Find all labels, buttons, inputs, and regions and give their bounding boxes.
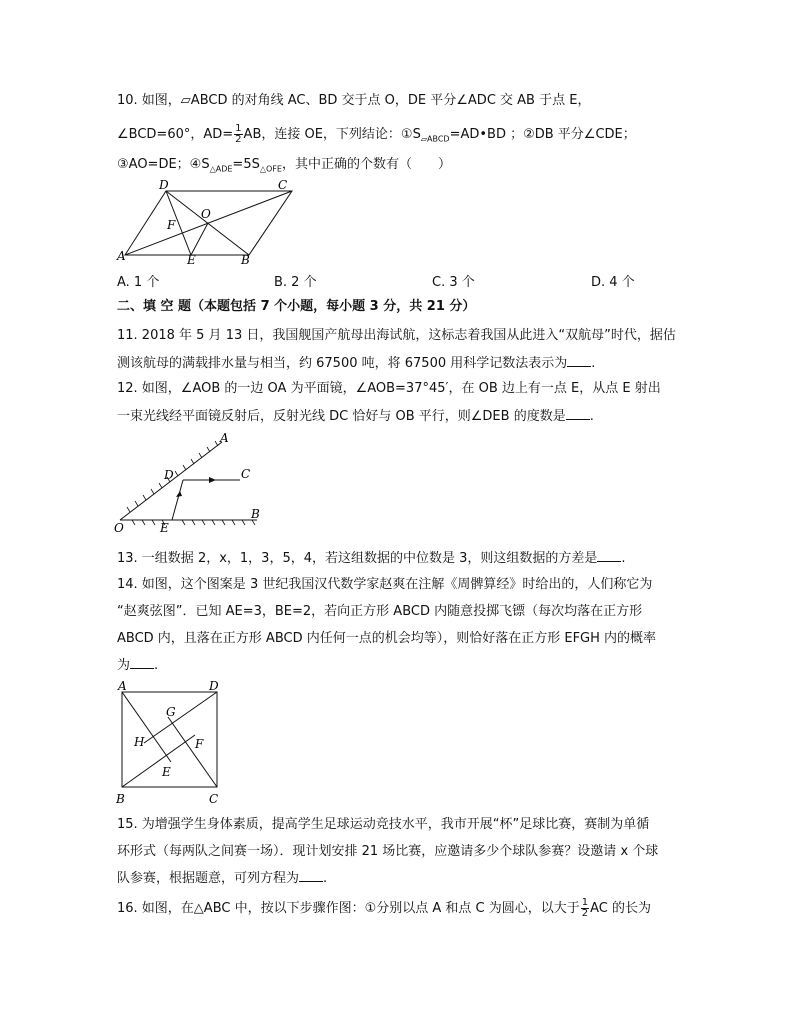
q14-label-d: D [209, 679, 219, 693]
q14-label-g: G [166, 705, 176, 719]
q10-line3-b: =5S [232, 157, 260, 172]
q15-answer-blank [299, 869, 323, 882]
q14-label-h: H [134, 735, 145, 749]
q10-label-d: D [159, 178, 169, 192]
q13-answer-blank [597, 549, 621, 562]
q12-label-d: D [164, 468, 174, 482]
q10-line2-c: =AD•BD ；②DB 平分∠CDE； [449, 127, 636, 142]
q12-line2-text: 一束光线经平面镜反射后，反射光线 DC 恰好与 OB 平行，则∠DEB 的度数是 [117, 409, 566, 424]
q16-frac-den: 2 [581, 908, 589, 919]
q16-fraction [581, 898, 589, 919]
q14-zhao-shuang-figure [112, 676, 232, 808]
q10-label-f: F [167, 218, 176, 232]
q12-answer-blank [566, 407, 590, 420]
q10-line3-c: ，其中正确的个数有（ ） [281, 157, 451, 172]
q16-frac-num: 1 [581, 897, 589, 908]
q15-line3-text: 队参赛，根据题意，可列方程为 [117, 871, 300, 886]
q10-line1: 10. 如图，▱ABCD 的对角线 AC、BD 交于点 O，DE 平分∠ADC 交 AB 于点 E， [117, 93, 591, 108]
q10-frac-num: 1 [235, 123, 242, 134]
q16-line1-a: 16. 如图，在△ABC 中，按以下步骤作图：①分别以点 A 和点 C 为圆心，以大于 [117, 901, 580, 916]
q10-fraction [234, 124, 242, 145]
q12-label-a: A [220, 431, 229, 445]
q12-arrow-right [209, 477, 216, 483]
q12-mirror-figure [112, 430, 272, 532]
q12-line2 [117, 407, 594, 426]
q11-line2-end: . [591, 356, 596, 371]
q14-line4 [117, 656, 158, 675]
q10-line2 [117, 124, 636, 149]
q10-line3-a: ③AO=DE；④S [117, 157, 210, 172]
q10-label-c: C [278, 178, 288, 192]
q15-line2: 环形式（每两队之间赛一场）．现计划安排 21 场比赛，应邀请多少个球队参赛？设邀请 x 个球 [117, 844, 659, 859]
q10-line2-b: AB，连接 OE，下列结论：①S [243, 127, 421, 142]
q10-label-o: O [201, 207, 211, 221]
q12-label-o: O [114, 521, 124, 532]
q14-line1: 14. 如图，这个图案是 3 世纪我国汉代数学家赵爽在注解《周髀算经》时给出的，人们称它为 [117, 577, 653, 592]
q16-line1-b: AC 的长为 [590, 901, 652, 916]
q10-option-c: C. 3 个 [432, 275, 475, 290]
q10-option-d: D. 4 个 [591, 275, 635, 290]
q14-line2: “赵爽弦图”．已知 AE=3，BE=2，若向正方形 ABCD 内随意投掷飞镖（每次均落在正方形 [117, 604, 643, 619]
section2-title: 二、填 空 题（本题包括 7 个小题，每小题 3 分，共 21 分） [117, 299, 476, 314]
q14-answer-blank [130, 656, 154, 669]
q10-label-e: E [187, 253, 196, 264]
q15-line1: 15. 为增强学生身体素质，提高学生足球运动竞技水平，我市开展“杯”足球比赛，赛制为单循 [117, 817, 650, 832]
q12-line2-end: . [589, 409, 594, 424]
q15-line3-end: . [323, 871, 328, 886]
q11-answer-blank [567, 354, 591, 367]
q10-line2-a: ∠BCD=60°，AD= [117, 127, 234, 142]
q10-frac-den: 2 [235, 134, 242, 145]
q10-parallelogram-figure [115, 178, 315, 264]
q13-line1 [117, 549, 626, 568]
q10-sub-ade: △ADE [209, 164, 233, 174]
q15-line3 [117, 869, 327, 888]
q14-label-f: F [195, 737, 204, 751]
q12-label-b: B [251, 507, 260, 521]
q10-option-b: B. 2 个 [274, 275, 317, 290]
q12-label-e: E [160, 521, 169, 532]
q11-line1: 11. 2018 年 5 月 13 日，我国舰国产航母出海试航，这标志着我国从此进入“双航母”时代，据估 [117, 328, 676, 343]
q10-option-a: A. 1 个 [117, 275, 160, 290]
q10-line3 [117, 156, 451, 179]
q16-line1 [117, 898, 651, 919]
q13-line1-end: . [621, 551, 626, 566]
q13-line1-text: 13. 一组数据 2，x，1，3，5，4，若这组数据的中位数是 3，则这组数据的方差是 [117, 551, 598, 566]
q12-line1: 12. 如图，∠AOB 的一边 OA 为平面镜，∠AOB=37°45′，在 OB 边上有一点 E，从点 E 射出 [117, 381, 661, 396]
q12-arrow-up [176, 491, 182, 497]
q14-label-a: A [118, 679, 127, 693]
q14-label-e: E [162, 765, 171, 779]
q14-label-c: C [209, 792, 219, 806]
q11-line2 [117, 354, 595, 373]
q14-line4-text: 为 [117, 658, 131, 673]
q10-label-a: A [117, 249, 126, 263]
q12-label-c: C [241, 467, 251, 481]
q11-line2-text: 测该航母的满载排水量与相当，约 67500 吨，将 67500 用科学记数法表示为 [117, 356, 568, 371]
q10-label-b: B [241, 253, 250, 264]
q14-label-b: B [116, 792, 125, 806]
q14-line3: ABCD 内，且落在正方形 ABCD 内任何一点的机会均等），则恰好落在正方形 EFGH 内的概率 [117, 631, 657, 646]
q12-mirror-hatching [127, 441, 255, 525]
q10-sub-parallelogram: ▱ABCD [420, 134, 450, 144]
q10-sub-ofe: △OFE [259, 164, 282, 174]
q14-line4-end: . [154, 658, 159, 673]
